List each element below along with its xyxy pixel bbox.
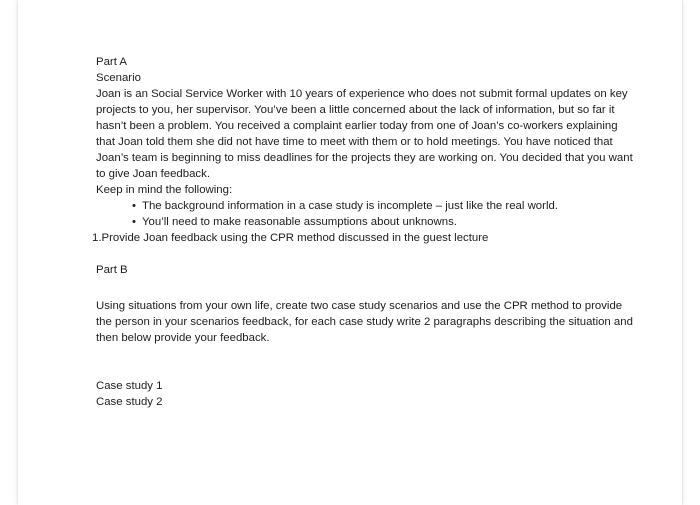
part-a-heading: Part A [96, 56, 128, 68]
spacer [96, 246, 636, 262]
scenario-paragraph: Joan is an Social Service Worker with 10 years of experience who does not submit formal updates on key projects to you, her supervisor. You’ve been a little concerned about the lack of information, but so far it hasn’t been a problem. You received a complaint earlier today from one of Joan’s co-workers explaining that Joan told them she did not have time to meet with them or to hold meetings. You have noticed that Joan’s team is beginning to miss deadlines for the projects they are working on. You decided that you want to give Joan feedback. [96, 88, 633, 180]
spacer [96, 346, 636, 378]
scenario-heading: Scenario [96, 72, 141, 84]
document-content [92, 54, 636, 410]
case-study-label: Case study 2 [96, 396, 163, 408]
spacer [96, 278, 636, 298]
case-study-label: Case study 1 [96, 380, 163, 392]
document-page [18, 0, 682, 505]
part-b-heading: Part B [96, 264, 128, 276]
part-b-instructions: Using situations from your own life, create two case study scenarios and use the CPR method to provide the person in your scenarios feedback, for each case study write 2 paragraphs describing the situation and then below provide your feedback. [96, 300, 633, 344]
keep-in-mind-label: Keep in mind the following: [96, 184, 233, 196]
task-instruction: 1.Provide Joan feedback using the CPR method discussed in the guest lecture [92, 232, 489, 244]
bullet-item: • The background information in a case study is incomplete – just like the real world. [132, 198, 636, 214]
bullet-item: • You’ll need to make reasonable assumptions about unknowns. [132, 214, 636, 230]
assumption-bullet-list [96, 198, 636, 230]
